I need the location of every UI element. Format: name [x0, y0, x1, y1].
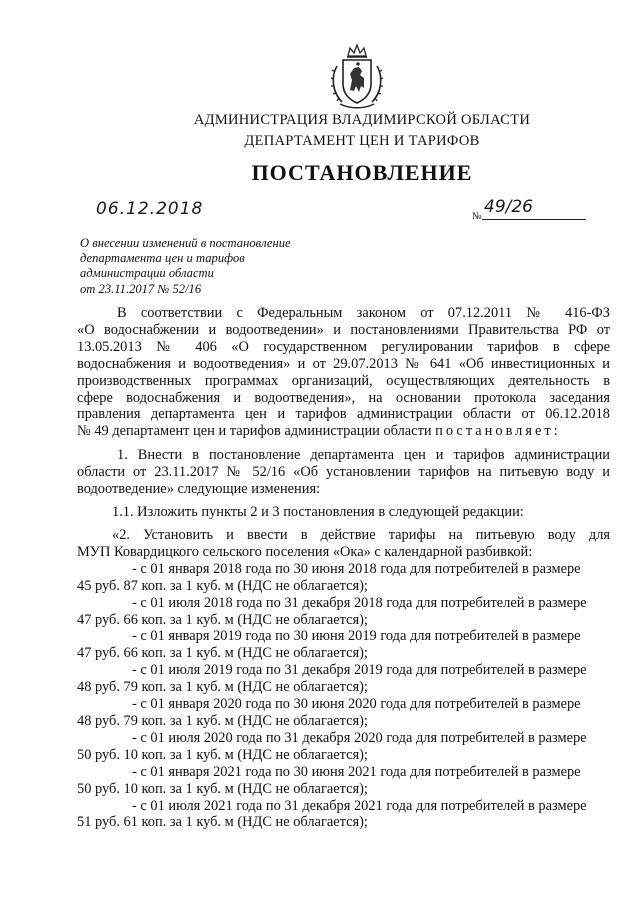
tariff-item [77, 696, 610, 730]
tariff-period: - с 01 января 2018 года по 30 июня 2018 года для потребителей в размере [132, 560, 581, 577]
tariff-price: 47 руб. 66 коп. за 1 куб. м (НДС не облагается); [77, 645, 368, 662]
tariff-item [77, 628, 610, 662]
clause-line: водоотведение» следующие изменения: [77, 480, 321, 497]
clause-1 [77, 447, 610, 498]
preamble-last-line [77, 423, 610, 440]
number-label: № [472, 211, 482, 222]
tariff-item [77, 595, 610, 629]
subject-line: администрации области [80, 266, 214, 281]
tariff-item [77, 662, 610, 696]
coat-of-arms-icon [328, 42, 386, 112]
clause-line: 1. Внести в постановление департамента цен и тарифов администрации [117, 447, 610, 463]
tariff-item [77, 561, 610, 595]
tariff-period: - с 01 января 2019 года по 30 июня 2019 года для потребителей в размере [132, 628, 581, 645]
document-subject [80, 236, 340, 297]
tariff-period: - с 01 января 2021 года по 30 июня 2021 года для потребителей в размере [132, 763, 581, 780]
tariff-price: 47 руб. 66 коп. за 1 куб. м (НДС не облагается); [77, 611, 368, 628]
preamble-line: сфере водоснабжения и водоотведения», на основании протокола заседания [77, 389, 610, 406]
preamble-line: производственных программах организаций, осуществляющих деятельность в [77, 372, 610, 389]
clause-line: области от 23.11.2017 № 52/16 «Об установлении тарифов на питьевую воду и [77, 463, 610, 480]
org-name-line1: АДМИНИСТРАЦИЯ ВЛАДИМИРСКОЙ ОБЛАСТИ [193, 112, 531, 128]
tariff-item [77, 730, 610, 764]
clause-2 [77, 527, 610, 831]
tariff-period: - с 01 января 2020 года по 30 июня 2020 года для потребителей в размере [132, 696, 581, 713]
tariff-item [77, 798, 610, 832]
decree-word: постановляет: [435, 423, 561, 440]
document-title: ПОСТАНОВЛЕНИЕ [251, 160, 473, 185]
tariff-period: - с 01 июля 2021 года по 31 декабря 2021 года для потребителей в размере [132, 797, 587, 814]
tariff-price: 45 руб. 87 коп. за 1 куб. м (НДС не облагается); [77, 577, 368, 594]
preamble-paragraph [77, 305, 610, 440]
tariff-price: 50 руб. 10 коп. за 1 куб. м (НДС не облагается); [77, 780, 368, 797]
clause-line: 1.1. Изложить пункты 2 и 3 постановления в следующей редакции: [112, 504, 524, 520]
clause-line: «2. Установить и ввести в действие тарифы на питьевую воду для [112, 527, 610, 543]
tariff-period: - с 01 июля 2019 года по 31 декабря 2019 года для потребителей в размере [132, 662, 587, 679]
tariff-period: - с 01 июля 2020 года по 31 декабря 2020 года для потребителей в размере [132, 729, 587, 746]
document-date: 06.12.2018 [96, 199, 204, 219]
preamble-text: № 49 департамент цен и тарифов администрации области [77, 423, 432, 440]
preamble-line: водоснабжения и водоотведения» и от 29.07.2013 № 641 «Об инвестиционных и [77, 355, 610, 372]
tariff-item [77, 764, 610, 798]
preamble-line: В соответствии с Федеральным законом от 07.12.2011 № 416-ФЗ [117, 305, 610, 321]
preamble-line: 13.05.2013 № 406 «О государственном регулировании тарифов в сфере [77, 338, 610, 355]
clause-line: МУП Ковардицкого сельского поселения «Ока» с календарной разбивкой: [77, 543, 533, 560]
tariff-price: 48 руб. 79 коп. за 1 куб. м (НДС не облагается); [77, 679, 368, 696]
subject-line: от 23.11.2017 № 52/16 [80, 281, 202, 296]
org-name-line2: ДЕПАРТАМЕНТ ЦЕН И ТАРИФОВ [244, 133, 480, 149]
document-number: 49/26 [482, 197, 586, 220]
subject-line: департамента цен и тарифов [80, 251, 245, 266]
tariff-price: 51 руб. 61 коп. за 1 куб. м (НДС не облагается); [77, 814, 368, 831]
tariff-period: - с 01 июля 2018 года по 31 декабря 2018 года для потребителей в размере [132, 594, 587, 611]
preamble-line: «О водоснабжении и водоотведении» и постановлениями Правительства РФ от [77, 321, 610, 338]
subject-line: О внесении изменений в постановление [80, 236, 291, 250]
clause-1-1 [77, 504, 610, 521]
tariff-price: 50 руб. 10 коп. за 1 куб. м (НДС не облагается); [77, 746, 368, 763]
preamble-line: правления департамента цен и тарифов администрации области от 06.12.2018 [77, 406, 610, 423]
tariff-price: 48 руб. 79 коп. за 1 куб. м (НДС не облагается); [77, 712, 368, 729]
